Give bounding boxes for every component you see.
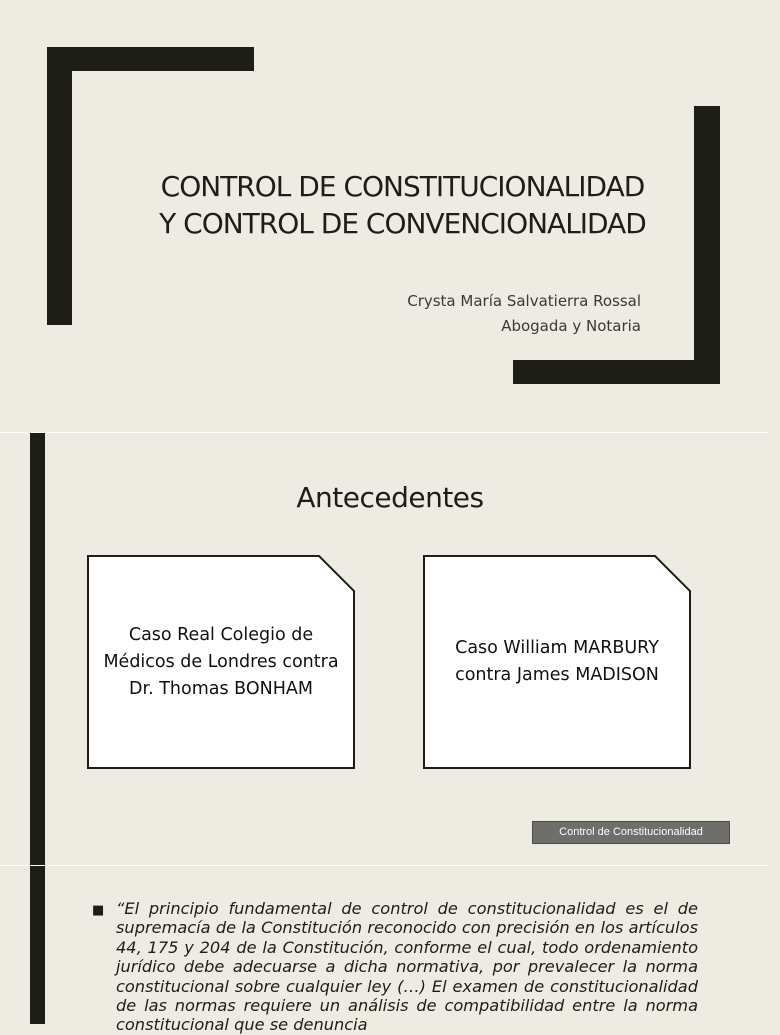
left-accent-bar	[30, 866, 45, 1024]
frame-top-left-horizontal	[47, 47, 254, 71]
case-card-text: Caso Real Colegio de Médicos de Londres contra Dr. Thomas BONHAM	[103, 624, 339, 699]
presentation-title	[110, 168, 695, 242]
title-slide	[0, 0, 768, 432]
case-card-marbury	[423, 555, 691, 769]
frame-bottom-right-horizontal	[513, 360, 720, 384]
quote-bullet	[92, 899, 698, 1035]
antecedentes-slide	[0, 433, 768, 865]
title-line-1: CONTROL DE CONSTITUCIONALIDAD	[160, 170, 645, 203]
author-block	[407, 289, 641, 339]
frame-bottom-right-vertical	[694, 106, 720, 384]
quote-slide	[0, 866, 768, 1035]
footer-label: Control de Constitucionalidad	[532, 821, 730, 844]
author-name: Crysta María Salvatierra Rossal	[407, 292, 641, 310]
bullet-square-icon: ■	[92, 903, 105, 918]
slide-heading: Antecedentes	[296, 481, 484, 514]
quote-text: “El principio fundamental de control de constitucionalidad es el de supremacía de la Constitución reconocido con precisión en los artículos 44, 175 y 204 de la Constitución, conforme el cual, todo ordenamiento jurídico debe adecuarse a dicha normativa, por prevalecer la norma constitucional sobre cualquier ley (…) El examen de constitucionalidad de las normas requiere un análisis de compatibilidad entre la norma constitucional que se denuncia	[116, 899, 698, 1035]
frame-top-left-vertical	[47, 47, 72, 325]
title-line-2: Y CONTROL DE CONVENCIONALIDAD	[159, 207, 646, 240]
author-role: Abogada y Notaria	[501, 317, 641, 335]
case-card-bonham	[87, 555, 355, 769]
case-card-text: Caso William MARBURY contra James MADISON	[455, 638, 659, 685]
